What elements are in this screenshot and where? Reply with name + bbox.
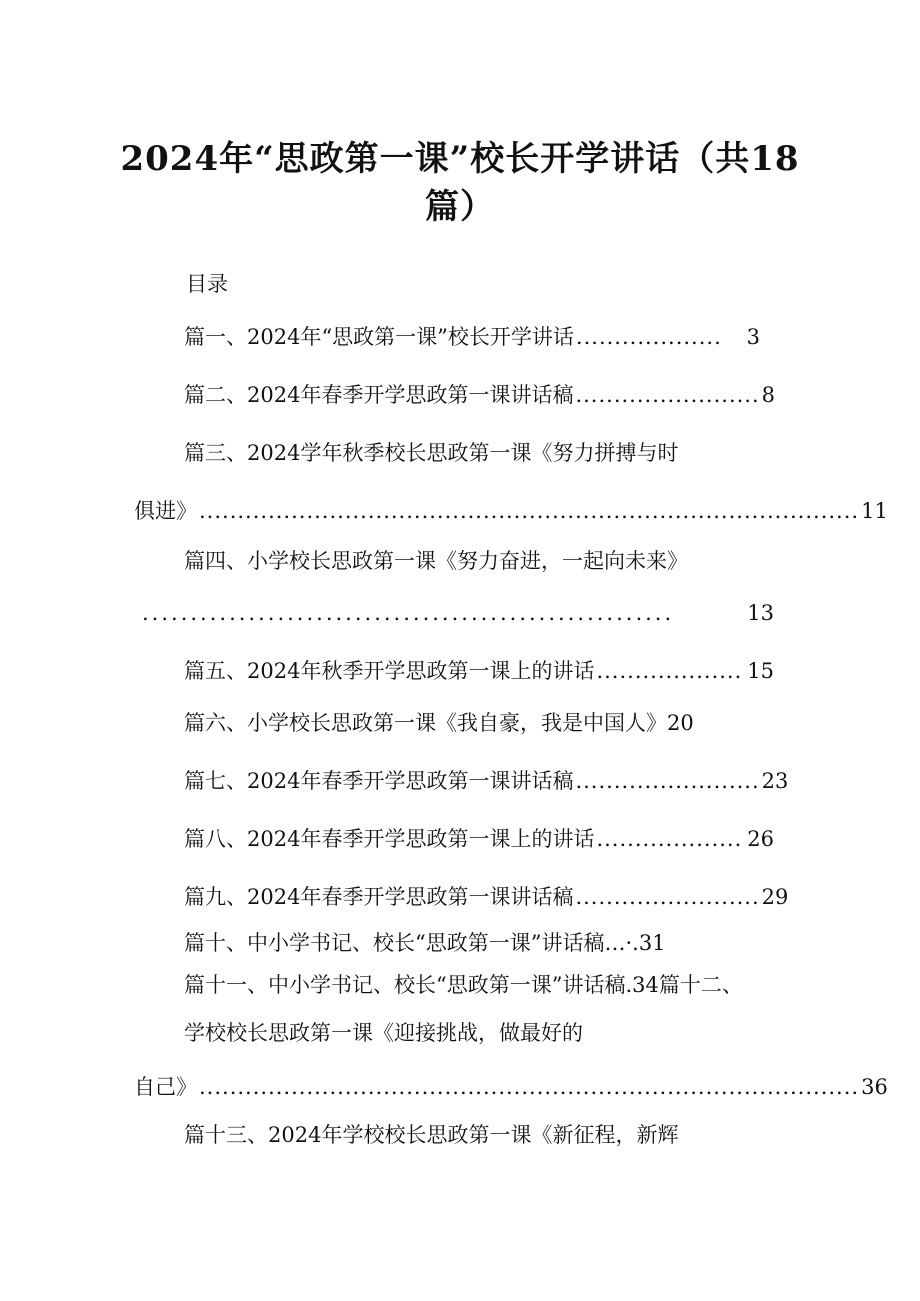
- toc-entry[interactable]: [184, 656, 774, 686]
- toc-dot-leader: ...................: [575, 325, 722, 349]
- toc-dot-leader: ...................: [596, 659, 743, 683]
- toc-dot-leader: ......................................................................................: [199, 499, 860, 523]
- toc-entry-continuation[interactable]: [184, 1018, 784, 1048]
- toc-entry-text: 篇一、2024年“思政第一课”校长开学讲话: [184, 325, 574, 349]
- toc-page-number: 11: [861, 499, 888, 523]
- toc-page-number: 13: [747, 601, 774, 625]
- toc-dot-leader: ...................: [596, 827, 743, 851]
- toc-page-number: 26: [747, 827, 774, 851]
- toc-entry-text: 篇四、小学校长思政第一课《努力奋进，一起向未来》: [184, 549, 688, 573]
- toc-entry[interactable]: [184, 824, 774, 854]
- document-title-line-1: 2024年“思政第一课”校长开学讲话（共18: [120, 139, 800, 179]
- toc-dot-leader: .......................................................: [142, 601, 675, 625]
- toc-entry[interactable]: [184, 380, 776, 410]
- toc-entry-text: 篇十一、中小学书记、校长“思政第一课”讲话稿.34篇十二、: [184, 973, 743, 997]
- toc-page-number: 29: [761, 885, 789, 909]
- toc-entry[interactable]: [184, 708, 784, 738]
- toc-entry-text: 自己》: [134, 1075, 197, 1099]
- toc-entry[interactable]: [184, 322, 760, 352]
- toc-entry-text: 学校校长思政第一课《迎接挑战，做最好的: [184, 1021, 583, 1045]
- toc-entry-text: 篇二、2024年春季开学思政第一课讲话稿: [184, 383, 574, 407]
- toc-page-number: 15: [747, 659, 774, 683]
- toc-entry-text: 篇五、2024年秋季开学思政第一课上的讲话: [184, 659, 595, 683]
- toc-entry-continuation[interactable]: [134, 496, 888, 526]
- toc-entry-text: 篇九、2024年春季开学思政第一课讲话稿: [184, 885, 574, 909]
- toc-entry[interactable]: [184, 766, 789, 796]
- toc-page-number: 23: [761, 769, 789, 793]
- toc-page-number: 36: [861, 1075, 888, 1099]
- toc-entry[interactable]: [184, 1120, 784, 1150]
- toc-page-number: 8: [761, 383, 776, 407]
- document-title-line-2: 篇）: [425, 187, 495, 227]
- toc-dot-leader: ........................: [575, 769, 760, 793]
- toc-entry[interactable]: [184, 438, 784, 468]
- toc-entry[interactable]: [184, 882, 789, 912]
- toc-heading: 目录: [186, 272, 228, 296]
- toc-entry[interactable]: [184, 546, 784, 576]
- toc-dot-leader: ........................: [575, 383, 760, 407]
- toc-entry-text: 篇十、中小学书记、校长“思政第一课”讲话稿…·.31: [184, 931, 666, 955]
- toc-page-number: 3: [746, 325, 760, 349]
- toc-entry-continuation[interactable]: [134, 1072, 888, 1102]
- toc-entry-text: 篇八、2024年春季开学思政第一课上的讲话: [184, 827, 595, 851]
- toc-dot-leader: ......................................................................................: [199, 1075, 860, 1099]
- toc-entry-text: 俱进》: [134, 499, 197, 523]
- toc-entry-text: 篇三、2024学年秋季校长思政第一课《努力拼搏与时: [184, 441, 679, 465]
- toc-dot-leader: ........................: [575, 885, 760, 909]
- toc-entry[interactable]: [184, 928, 784, 958]
- toc-entry-continuation[interactable]: [140, 598, 774, 628]
- toc-entry-text: 篇七、2024年春季开学思政第一课讲话稿: [184, 769, 574, 793]
- toc-entry-text: 篇十三、2024年学校校长思政第一课《新征程，新辉: [184, 1123, 679, 1147]
- toc-entry[interactable]: [184, 970, 804, 1000]
- toc-entry-text: 篇六、小学校长思政第一课《我自豪，我是中国人》20: [184, 711, 694, 735]
